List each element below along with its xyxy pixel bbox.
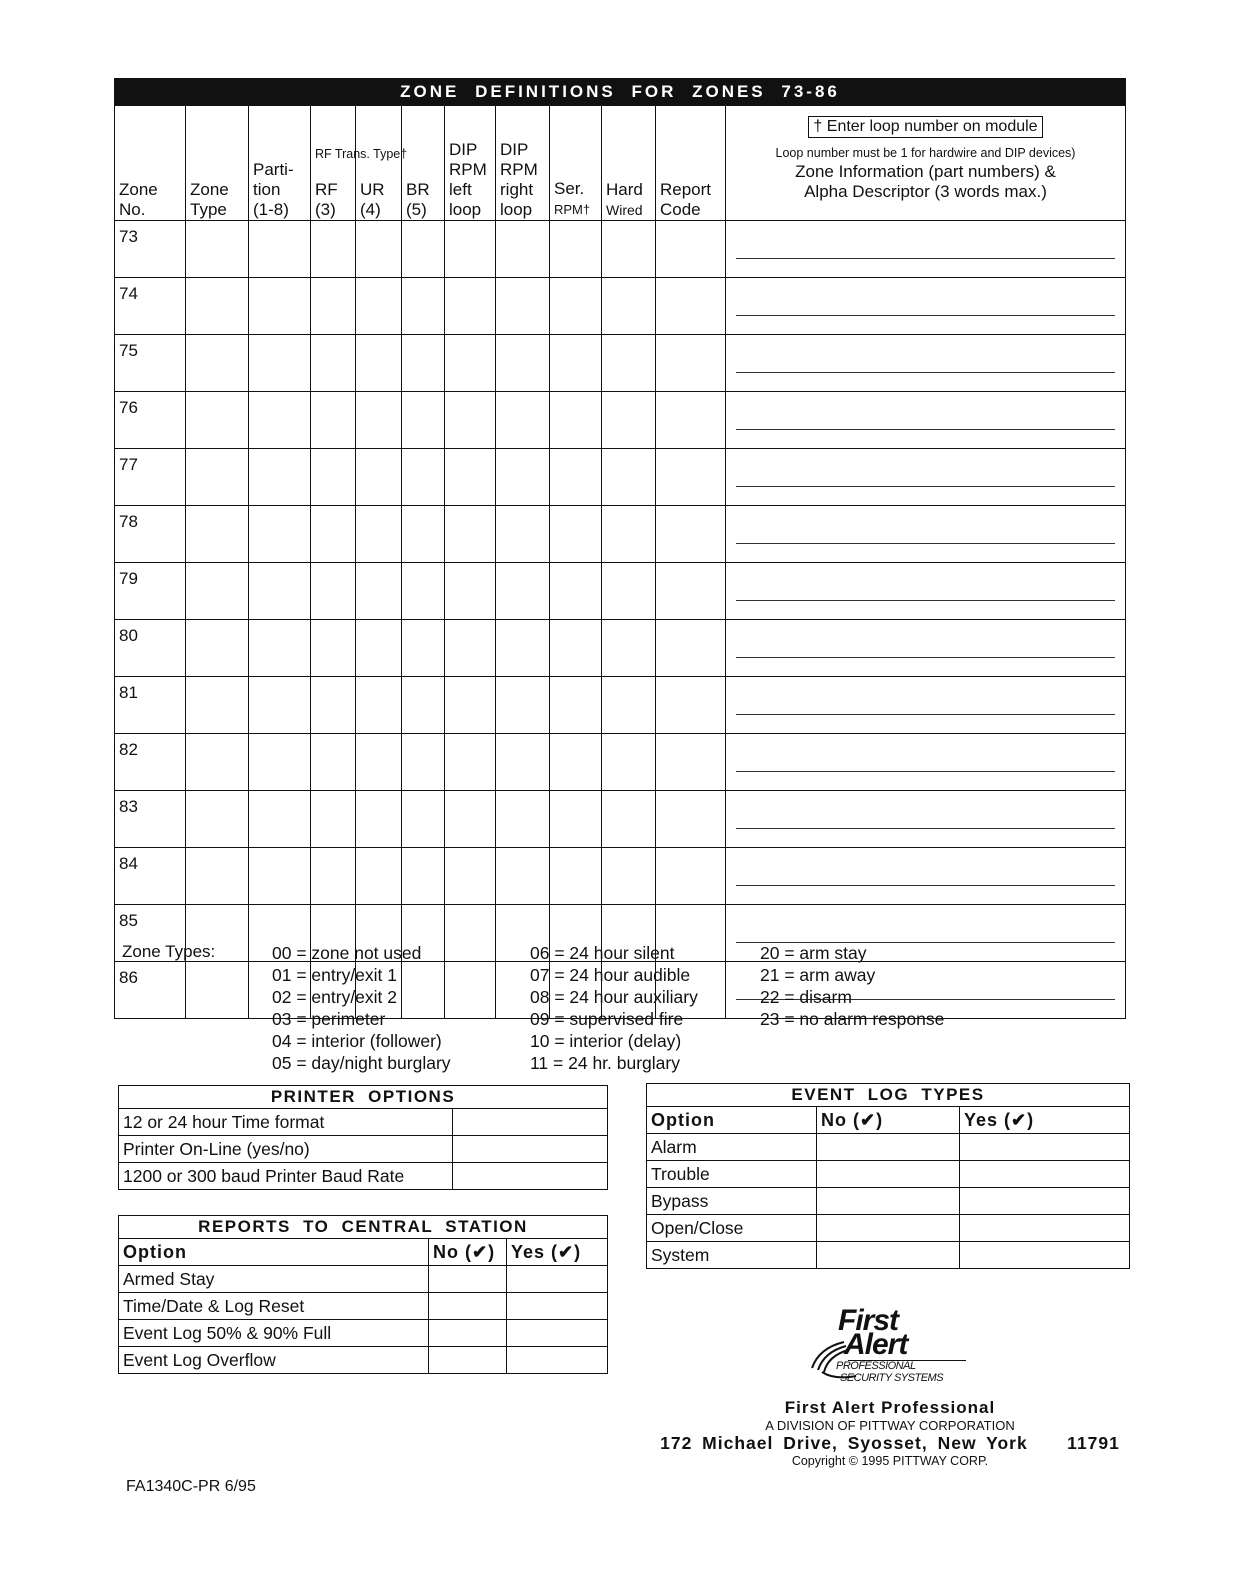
zone-type-entry: 04 = interior (follower) — [272, 1031, 442, 1051]
report-yes-cell[interactable] — [507, 1320, 608, 1347]
zone-entry-cell[interactable] — [402, 335, 445, 392]
report-option-label: Event Log 50% & 90% Full — [119, 1320, 429, 1347]
zone-entry-cell[interactable] — [402, 221, 445, 278]
zone-entry-cell[interactable] — [550, 506, 602, 563]
zone-entry-cell[interactable] — [496, 506, 550, 563]
event-log-no-cell[interactable] — [817, 1188, 960, 1215]
zone-entry-cell[interactable] — [311, 221, 356, 278]
zone-type-entry: 20 = arm stay — [760, 943, 867, 963]
report-no-cell[interactable] — [429, 1266, 507, 1293]
zone-entry-cell[interactable] — [656, 392, 726, 449]
zone-entry-cell[interactable] — [249, 848, 311, 905]
zone-entry-cell[interactable] — [445, 848, 496, 905]
zone-entry-cell[interactable] — [656, 506, 726, 563]
zone-number: 82 — [115, 734, 186, 791]
zone-entry-cell[interactable] — [402, 734, 445, 791]
zone-types-column-2 — [530, 942, 698, 1074]
report-no-cell[interactable] — [429, 1347, 507, 1374]
zone-type-entry: 05 = day/night burglary — [272, 1053, 451, 1073]
reports-col-yes: Yes (✔) — [507, 1239, 608, 1266]
zone-row — [115, 734, 1126, 791]
report-row — [119, 1293, 608, 1320]
zone-number: 84 — [115, 848, 186, 905]
zone-entry-cell[interactable] — [356, 563, 402, 620]
event-log-yes-cell[interactable] — [960, 1188, 1130, 1215]
zone-entry-cell[interactable] — [602, 848, 656, 905]
zone-info-cell[interactable] — [726, 677, 1126, 734]
zone-row — [115, 221, 1126, 278]
zone-entry-cell[interactable] — [445, 677, 496, 734]
zone-definitions-table — [114, 78, 1126, 1019]
report-option-label: Event Log Overflow — [119, 1347, 429, 1374]
zone-entry-cell[interactable] — [356, 278, 402, 335]
header-report-code: Report Code — [656, 106, 726, 221]
logo-first: First — [838, 1304, 899, 1337]
zone-entry-cell[interactable] — [445, 905, 496, 962]
zone-entry-cell[interactable] — [550, 734, 602, 791]
zone-entry-cell[interactable] — [602, 791, 656, 848]
zone-type-entry: 03 = perimeter — [272, 1009, 386, 1029]
zone-number: 86 — [115, 962, 186, 1019]
zone-entry-cell[interactable] — [311, 677, 356, 734]
printer-option-row — [119, 1163, 608, 1190]
zone-types-column-1 — [272, 942, 451, 1074]
zone-entry-cell[interactable] — [656, 335, 726, 392]
zone-entry-cell[interactable] — [550, 449, 602, 506]
zone-entry-cell[interactable] — [656, 620, 726, 677]
report-yes-cell[interactable] — [507, 1293, 608, 1320]
zone-entry-cell[interactable] — [249, 278, 311, 335]
zone-row — [115, 620, 1126, 677]
header-rf: RF Trans. Type† RF (3) — [311, 106, 356, 221]
zone-number: 81 — [115, 677, 186, 734]
zone-number: 78 — [115, 506, 186, 563]
event-log-option-label: Bypass — [647, 1188, 817, 1215]
zone-entry-cell[interactable] — [445, 278, 496, 335]
zone-entry-cell[interactable] — [356, 506, 402, 563]
zone-entry-cell[interactable] — [249, 335, 311, 392]
zone-entry-cell[interactable] — [249, 392, 311, 449]
header-hard-wired: Hard Wired — [602, 106, 656, 221]
event-log-yes-cell[interactable] — [960, 1134, 1130, 1161]
printer-option-row — [119, 1109, 608, 1136]
zone-entry-cell[interactable] — [356, 791, 402, 848]
zone-type-entry: 00 = zone not used — [272, 943, 422, 963]
zone-info-line1: Zone Information (part numbers) & — [795, 162, 1056, 181]
zone-entry-cell[interactable] — [445, 221, 496, 278]
zone-type-entry: 02 = entry/exit 2 — [272, 987, 398, 1007]
printer-options-table — [118, 1085, 608, 1190]
zone-entry-cell[interactable] — [356, 221, 402, 278]
zone-entry-cell[interactable] — [602, 392, 656, 449]
zone-types-column-3 — [760, 942, 944, 1030]
report-no-cell[interactable] — [429, 1320, 507, 1347]
zone-type-entry: 09 = supervised fire — [530, 1009, 684, 1029]
zone-entry-cell[interactable] — [496, 563, 550, 620]
zone-entry-cell[interactable] — [496, 677, 550, 734]
zone-entry-cell[interactable] — [656, 221, 726, 278]
zone-entry-cell[interactable] — [186, 791, 249, 848]
printer-option-label: 12 or 24 hour Time format — [119, 1109, 453, 1136]
zone-entry-cell[interactable] — [496, 335, 550, 392]
zone-number: 80 — [115, 620, 186, 677]
report-option-label: Armed Stay — [119, 1266, 429, 1293]
first-alert-logo — [800, 1304, 980, 1388]
zone-entry-cell[interactable] — [496, 620, 550, 677]
zone-type-entry: 11 = 24 hr. burglary — [530, 1053, 680, 1073]
event-log-row — [647, 1242, 1130, 1269]
zone-entry-cell[interactable] — [656, 848, 726, 905]
zone-entry-cell[interactable] — [656, 791, 726, 848]
zone-row — [115, 506, 1126, 563]
header-partition: Parti- tion (1-8) — [249, 106, 311, 221]
printer-option-label: Printer On-Line (yes/no) — [119, 1136, 453, 1163]
company-division: A DIVISION OF PITTWAY CORPORATION — [765, 1418, 1015, 1433]
zone-number: 85 — [115, 905, 186, 962]
zone-entry-cell[interactable] — [402, 620, 445, 677]
zone-entry-cell[interactable] — [249, 791, 311, 848]
zone-entry-cell[interactable] — [356, 620, 402, 677]
zone-number: 79 — [115, 563, 186, 620]
printer-option-label: 1200 or 300 baud Printer Baud Rate — [119, 1163, 453, 1190]
zone-row — [115, 278, 1126, 335]
event-log-table — [646, 1083, 1130, 1269]
zone-info-cell[interactable] — [726, 221, 1126, 278]
loop-number-note: Loop number must be 1 for hardwire and DIP devices) — [775, 146, 1076, 160]
header-ser: Ser. RPM† — [550, 106, 602, 221]
loop-number-note-box: † Enter loop number on module — [808, 116, 1042, 138]
zone-entry-cell[interactable] — [186, 620, 249, 677]
zone-entry-cell[interactable] — [602, 563, 656, 620]
zone-entry-cell[interactable] — [602, 620, 656, 677]
zone-row — [115, 449, 1126, 506]
zone-entry-cell[interactable] — [445, 392, 496, 449]
zone-entry-cell[interactable] — [496, 449, 550, 506]
zone-entry-cell[interactable] — [445, 734, 496, 791]
copyright: Copyright © 1995 PITTWAY CORP. — [791, 1454, 989, 1468]
event-log-title: EVENT LOG TYPES — [647, 1084, 1130, 1107]
zone-entry-cell[interactable] — [356, 677, 402, 734]
zone-entry-cell[interactable] — [656, 278, 726, 335]
zone-entry-cell[interactable] — [186, 563, 249, 620]
header-dip-left: DIP RPM left loop — [445, 106, 496, 221]
zone-entry-cell[interactable] — [496, 848, 550, 905]
logo-security-systems: SECURITY SYSTEMS — [840, 1372, 944, 1384]
zone-entry-cell[interactable] — [356, 392, 402, 449]
zone-entry-cell[interactable] — [249, 506, 311, 563]
zone-row — [115, 791, 1126, 848]
zone-entry-cell[interactable] — [602, 278, 656, 335]
report-row — [119, 1320, 608, 1347]
company-street: 172 Michael Drive, Syosset, New York 11791 — [660, 1433, 1120, 1453]
reports-table — [118, 1215, 608, 1374]
form-number: FA1340C-PR 6/95 — [126, 1478, 256, 1495]
zone-entry-cell[interactable] — [402, 278, 445, 335]
zone-entry-cell[interactable] — [311, 335, 356, 392]
zone-info-cell[interactable] — [726, 734, 1126, 791]
zone-entry-cell[interactable] — [311, 449, 356, 506]
report-yes-cell[interactable] — [507, 1347, 608, 1374]
zone-entry-cell[interactable] — [186, 221, 249, 278]
zone-table-header-row — [115, 106, 1126, 221]
zone-type-entry: 06 = 24 hour silent — [530, 943, 675, 963]
zone-row — [115, 677, 1126, 734]
zone-entry-cell[interactable] — [550, 563, 602, 620]
zone-info-cell[interactable] — [726, 848, 1126, 905]
zone-entry-cell[interactable] — [602, 221, 656, 278]
zone-entry-cell[interactable] — [602, 506, 656, 563]
zone-entry-cell[interactable] — [402, 392, 445, 449]
zone-info-cell[interactable] — [726, 620, 1126, 677]
event-log-no-cell[interactable] — [817, 1161, 960, 1188]
event-log-no-cell[interactable] — [817, 1215, 960, 1242]
header-zone-type: Zone Type — [186, 106, 249, 221]
zone-type-entry: 07 = 24 hour audible — [530, 965, 691, 985]
event-log-yes-cell[interactable] — [960, 1242, 1130, 1269]
zone-entry-cell[interactable] — [496, 791, 550, 848]
zone-entry-cell[interactable] — [311, 506, 356, 563]
printer-option-row — [119, 1136, 608, 1163]
zone-entry-cell[interactable] — [496, 392, 550, 449]
zone-entry-cell[interactable] — [249, 677, 311, 734]
event-log-row — [647, 1134, 1130, 1161]
zone-entry-cell[interactable] — [186, 962, 249, 1019]
zone-entry-cell[interactable] — [186, 449, 249, 506]
zone-entry-cell[interactable] — [186, 335, 249, 392]
zone-entry-cell[interactable] — [550, 221, 602, 278]
zone-entry-cell[interactable] — [311, 392, 356, 449]
report-option-label: Time/Date & Log Reset — [119, 1293, 429, 1320]
report-no-cell[interactable] — [429, 1293, 507, 1320]
event-log-col-option: Option — [647, 1107, 817, 1134]
printer-option-value[interactable] — [453, 1163, 608, 1190]
zone-type-entry: 01 = entry/exit 1 — [272, 965, 398, 985]
zone-entry-cell[interactable] — [656, 734, 726, 791]
zone-entry-cell[interactable] — [656, 563, 726, 620]
zone-entry-cell[interactable] — [186, 506, 249, 563]
zone-entry-cell[interactable] — [249, 734, 311, 791]
zone-row — [115, 848, 1126, 905]
zone-entry-cell[interactable] — [249, 449, 311, 506]
header-ur: UR (4) — [356, 106, 402, 221]
zone-entry-cell[interactable] — [496, 278, 550, 335]
zone-entry-cell[interactable] — [602, 677, 656, 734]
zone-number: 73 — [115, 221, 186, 278]
header-dip-right: DIP RPM right loop — [496, 106, 550, 221]
zone-entry-cell[interactable] — [656, 677, 726, 734]
zone-number: 75 — [115, 335, 186, 392]
zone-entry-cell[interactable] — [602, 449, 656, 506]
zone-table-title: ZONE DEFINITIONS FOR ZONES 73-86 — [114, 78, 1126, 105]
zone-entry-cell[interactable] — [249, 221, 311, 278]
zone-entry-cell[interactable] — [311, 278, 356, 335]
zone-entry-cell[interactable] — [402, 677, 445, 734]
zone-entry-cell[interactable] — [186, 848, 249, 905]
company-address-block — [660, 1398, 1120, 1468]
zone-number: 83 — [115, 791, 186, 848]
reports-col-no: No (✔) — [429, 1239, 507, 1266]
event-log-no-cell[interactable] — [817, 1134, 960, 1161]
zone-entry-cell[interactable] — [550, 392, 602, 449]
zone-info-cell[interactable] — [726, 563, 1126, 620]
zone-entry-cell[interactable] — [445, 791, 496, 848]
zone-info-cell[interactable] — [726, 506, 1126, 563]
zone-entry-cell[interactable] — [402, 449, 445, 506]
zone-entry-cell[interactable] — [496, 734, 550, 791]
printer-option-value[interactable] — [453, 1136, 608, 1163]
zone-type-entry: 21 = arm away — [760, 965, 876, 985]
zone-entry-cell[interactable] — [445, 563, 496, 620]
event-log-row — [647, 1215, 1130, 1242]
zone-type-entry: 22 = disarm — [760, 987, 852, 1007]
zone-entry-cell[interactable] — [249, 620, 311, 677]
zone-entry-cell[interactable] — [186, 734, 249, 791]
event-log-option-label: Alarm — [647, 1134, 817, 1161]
zone-row — [115, 392, 1126, 449]
header-zone-no: Zone No. — [115, 106, 186, 221]
zone-row — [115, 335, 1126, 392]
zone-entry-cell[interactable] — [356, 848, 402, 905]
zone-info-line2: Alpha Descriptor (3 words max.) — [804, 182, 1047, 201]
zone-entry-cell[interactable] — [602, 734, 656, 791]
zone-entry-cell[interactable] — [550, 620, 602, 677]
event-log-option-label: System — [647, 1242, 817, 1269]
zone-entry-cell[interactable] — [356, 335, 402, 392]
zone-entry-cell[interactable] — [186, 677, 249, 734]
event-log-row — [647, 1161, 1130, 1188]
event-log-col-yes: Yes (✔) — [960, 1107, 1130, 1134]
report-yes-cell[interactable] — [507, 1266, 608, 1293]
zone-info-cell[interactable] — [726, 791, 1126, 848]
reports-title: REPORTS TO CENTRAL STATION — [119, 1216, 608, 1239]
logo-alert: Alert — [844, 1328, 908, 1361]
zone-type-entry: 10 = interior (delay) — [530, 1031, 682, 1051]
printer-options-title: PRINTER OPTIONS — [119, 1086, 608, 1109]
header-br: BR (5) — [402, 106, 445, 221]
zone-entry-cell[interactable] — [550, 791, 602, 848]
event-log-option-label: Trouble — [647, 1161, 817, 1188]
event-log-col-no: No (✔) — [817, 1107, 960, 1134]
event-log-row — [647, 1188, 1130, 1215]
event-log-option-label: Open/Close — [647, 1215, 817, 1242]
zone-entry-cell[interactable] — [311, 791, 356, 848]
company-name: First Alert Professional — [784, 1398, 996, 1417]
zone-entry-cell[interactable] — [550, 278, 602, 335]
logo-professional: PROFESSIONAL — [836, 1360, 916, 1372]
zone-entry-cell[interactable] — [311, 563, 356, 620]
zone-entry-cell[interactable] — [656, 449, 726, 506]
zone-number: 74 — [115, 278, 186, 335]
event-log-yes-cell[interactable] — [960, 1215, 1130, 1242]
zone-entry-cell[interactable] — [249, 563, 311, 620]
zone-entry-cell[interactable] — [186, 278, 249, 335]
zone-entry-cell[interactable] — [356, 449, 402, 506]
event-log-yes-cell[interactable] — [960, 1161, 1130, 1188]
zone-entry-cell[interactable] — [550, 848, 602, 905]
header-rf-trans-type: RF Trans. Type† — [315, 147, 408, 161]
zone-info-cell[interactable] — [726, 449, 1126, 506]
zone-entry-cell[interactable] — [445, 506, 496, 563]
report-row — [119, 1266, 608, 1293]
zone-entry-cell[interactable] — [445, 620, 496, 677]
zone-number: 77 — [115, 449, 186, 506]
report-row — [119, 1347, 608, 1374]
header-zone-information — [726, 106, 1126, 221]
zone-entry-cell[interactable] — [356, 734, 402, 791]
event-log-no-cell[interactable] — [817, 1242, 960, 1269]
zone-types-label: Zone Types: — [122, 942, 216, 961]
zone-entry-cell[interactable] — [311, 620, 356, 677]
printer-option-value[interactable] — [453, 1109, 608, 1136]
zone-entry-cell[interactable] — [445, 962, 496, 1019]
zone-entry-cell[interactable] — [311, 848, 356, 905]
zone-entry-cell[interactable] — [550, 677, 602, 734]
zone-info-cell[interactable] — [726, 392, 1126, 449]
zone-entry-cell[interactable] — [602, 335, 656, 392]
zone-entry-cell[interactable] — [402, 506, 445, 563]
zone-type-entry: 08 = 24 hour auxiliary — [530, 987, 698, 1007]
reports-col-option: Option — [119, 1239, 429, 1266]
zone-entry-cell[interactable] — [311, 734, 356, 791]
zone-row — [115, 563, 1126, 620]
zone-entry-cell[interactable] — [186, 392, 249, 449]
zone-entry-cell[interactable] — [496, 221, 550, 278]
zone-info-cell[interactable] — [726, 278, 1126, 335]
zone-entry-cell[interactable] — [402, 563, 445, 620]
zone-info-cell[interactable] — [726, 335, 1126, 392]
zone-entry-cell[interactable] — [445, 335, 496, 392]
zone-number: 76 — [115, 392, 186, 449]
zone-entry-cell[interactable] — [402, 848, 445, 905]
zone-type-entry: 23 = no alarm response — [760, 1009, 945, 1029]
company-zip: 11791 — [1067, 1433, 1120, 1453]
zone-entry-cell[interactable] — [550, 335, 602, 392]
zone-entry-cell[interactable] — [445, 449, 496, 506]
zone-entry-cell[interactable] — [402, 791, 445, 848]
